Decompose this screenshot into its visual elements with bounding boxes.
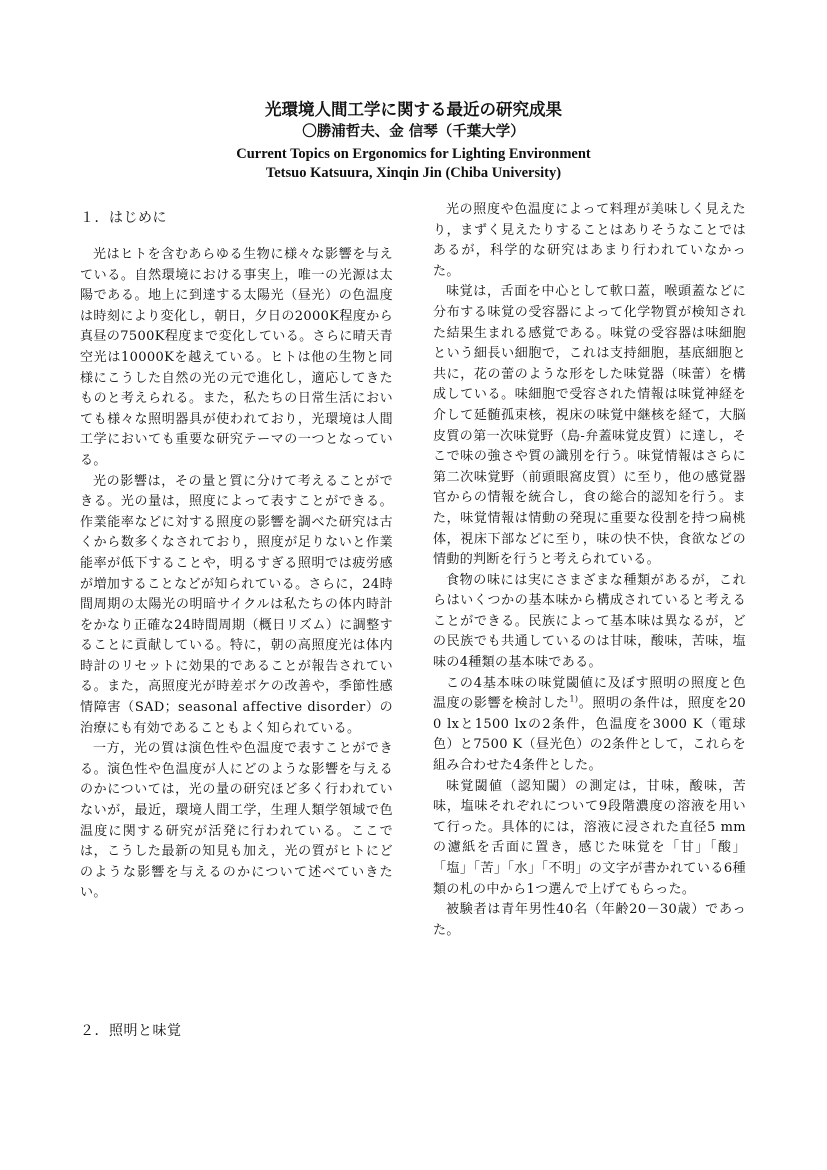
authors-en: Tetsuo Katsuura, Xinqin Jin (Chiba University) [265, 165, 562, 181]
body-paragraph: 一方，光の質は演色性や色温度で表すことができる。演色性や色温度が人にどのような影響を与えるのかについては，光の量の研究ほど多く行われていないが，最近，環境人間工学，生理人類学領域で色温度に関する研究が活発に行われている。ここでは，こうした最新の知見も加え，光の質がヒトにどのような影響を与えるのかについて述べていきたい。 [80, 741, 393, 901]
authors-ja: 〇勝浦哲夫、金 信琴（千葉大学） [302, 124, 525, 140]
body-paragraph: 食物の味には実にさまざまな種類があるが，これらはいくつかの基本味から構成されていると考えることができる。民族によって基本味は異なるが，どの民族でも共通しているのは甘味，酸味，苦味，塩味の4種類の基本味である。 [433, 572, 746, 671]
section-heading-introduction: １．はじめに [80, 210, 167, 226]
body-paragraph [433, 674, 746, 777]
citation-reference: 1) [569, 694, 579, 704]
body-paragraph: 光の照度や色温度によって料理が美味しく見えたり，まずく見えたりすることはありそうなことではあるが，科学的な研究はあまり行われていなかった。 [433, 202, 746, 279]
body-paragraph: 味覚閾値（認知閾）の測定は，甘味，酸味，苦味，塩味それぞれについて9段階濃度の溶液を用いて行った。具体的には，溶液に浸された直径5 mmの濾紙を舌面に置き，感じた味覚を「甘」「酸」「塩」「苦」「水」「不明」の文字が書かれている6種類の札の中から1つ選んで上げてもらった。 [433, 778, 746, 897]
paragraph-text: 。照明の条件は，照度を200 lxと1500 lxの2条件，色温度を3000 K（電球色）と7500 K（昼光色）の2条件として，これらを組み合わせた4条件とした。 [433, 696, 746, 774]
body-paragraph: 味覚は，舌面を中心として軟口蓋，喉頭蓋などに分布する味覚の受容器によって化学物質が検知された結果生まれる感覚である。味覚の受容器は味細胞という細長い細胞で，これは支持細胞，基底細胞と共に，花の蕾のような形をした味覚器（味蕾）を構成している。味細胞で受容された情報は味覚神経を介して延髄孤束核，視床の味覚中継核を経て，大脳皮質の第一次味覚野（島‐弁蓋味覚皮質）に達し，そこで味の強さや質の識別を行う。味覚情報はさらに第二次味覚野（前頭眼窩皮質）に至り，他の感覚器官からの情報を統合し，食の総合的認知を行う。また，味覚情報は情動の発現に重要な役割を持つ扁桃体，視床下部などに至り，味の快不快，食欲などの情動的判断を行うと考えられている。 [433, 284, 746, 568]
left-column [80, 200, 393, 904]
paper-title-en: Current Topics on Ergonomics for Lighting Environment [236, 146, 591, 162]
body-paragraph: 光の影響は，その量と質に分けて考えることができる。光の量は，照度によって表すことができる。作業能率などに対する照度の影響を調べた研究は古くから数多くなされており，照度が足りないと作業能率が低下することや，明るすぎる照明では疲労感が増加することなどが知られている。さらに，24時間周期の太陽光の明暗サイクルは私たちの体内時計をかなり正確な24時間周期（概日リズム）に調整することに貢献している。特に，朝の高照度光は体内時計のリセットに効果的であることが報告されている。また，高照度光が時差ボケの改善や，季節性感情障害（SAD；seasonal affective disorder）の治療にも有効であることもよく知られている。 [80, 473, 393, 736]
body-paragraph: 光はヒトを含むあらゆる生物に様々な影響を与えている。自然環境における事実上，唯一の光源は太陽である。地上に到達する太陽光（昼光）の色温度は時刻により変化し，朝日，夕日の2000K程度から真昼の7500K程度まで変化している。さらに晴天青空光は10000Kを越えている。ヒトは他の生物と同様にこうした自然の光の元で進化し，適応してきたものと考えられる。また，私たちの日常生活においても様々な照明器具が使われており，光環境は人間工学においても重要な研究テーマの一つとなっている。 [80, 247, 393, 468]
body-paragraph: 被験者は青年男性40名（年齢20－30歳）であった。 [433, 902, 746, 938]
paper-title-ja: 光環境人間工学に関する最近の研究成果 [265, 100, 562, 119]
section-heading-lighting-and-taste: ２．照明と味覚 [80, 1023, 182, 1039]
paper-header [0, 99, 827, 183]
right-column [433, 200, 746, 941]
paragraph-text: この4基本味の味覚閾値に及ぼす照明の照度と色温度の影響を検討した [433, 675, 746, 712]
